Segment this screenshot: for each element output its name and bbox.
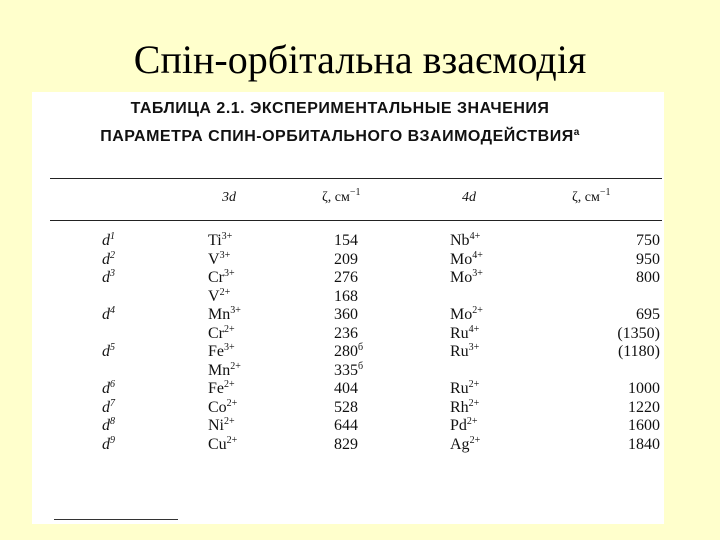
- caption-footnote-mark: a: [573, 127, 580, 138]
- cell-zeta-4d: [580, 288, 660, 307]
- cell-configuration-value: d: [102, 343, 110, 360]
- cell-zeta-4d: [580, 306, 660, 325]
- cell-4d-ion: [450, 288, 483, 307]
- cell-zeta-4d: [580, 251, 660, 270]
- header-4d: [462, 190, 476, 206]
- cell-4d-ion: [450, 417, 483, 436]
- cell-4d-ion-value: Nb: [450, 232, 470, 249]
- table-caption-line1: [24, 100, 656, 118]
- cell-configuration: [102, 325, 115, 344]
- cell-configuration-superscript: 9: [110, 434, 115, 446]
- cell-3d-ion-value: Ni: [208, 417, 224, 434]
- cell-3d-ion: [208, 343, 241, 362]
- cell-zeta-3d-value: 528: [334, 398, 358, 416]
- cell-configuration-superscript: 8: [110, 416, 115, 427]
- cell-3d-ion-superscript: 2+: [230, 360, 241, 372]
- cell-zeta-3d-value: 280: [334, 343, 358, 360]
- cell-3d-ion-superscript: 3+: [230, 305, 241, 316]
- header-zeta-4d-sup: −1: [599, 187, 611, 198]
- cell-zeta-3d: [334, 436, 363, 455]
- cell-configuration-value: d: [102, 417, 110, 434]
- cell-zeta-3d: [334, 417, 363, 436]
- cell-configuration-value: d: [102, 380, 110, 397]
- cell-4d-ion-value: Mo: [450, 306, 473, 323]
- cell-configuration-superscript: 2: [110, 249, 115, 261]
- cell-zeta-4d: [580, 436, 660, 455]
- cell-4d-ion-superscript: 2+: [469, 434, 481, 446]
- cell-3d-ion-superscript: 3+: [221, 231, 233, 242]
- cell-4d-ion: [450, 399, 483, 418]
- cell-zeta-3d-value: 829: [334, 435, 358, 453]
- cell-configuration-value: d: [102, 435, 110, 453]
- cell-zeta-3d-value: 168: [334, 287, 358, 305]
- cell-configuration-value: d: [102, 306, 110, 323]
- cell-4d-ion: [450, 436, 483, 455]
- cell-configuration-superscript: 4: [110, 305, 115, 316]
- cell-4d-ion: [450, 325, 483, 344]
- cell-3d-ion-value: Fe: [208, 380, 224, 397]
- cell-4d-ion-value: Rh: [450, 398, 469, 416]
- cell-zeta-3d-superscript: б: [358, 360, 364, 372]
- cell-zeta-3d-value: 335: [334, 361, 358, 379]
- table-top-rule: [50, 178, 662, 179]
- cell-zeta-4d-value: (1180): [617, 343, 660, 360]
- cell-zeta-3d: [334, 288, 363, 307]
- cell-4d-ion-value: Ag: [450, 435, 470, 453]
- header-zeta-3d-text: ζ, см: [322, 190, 350, 205]
- cell-zeta-3d-value: 236: [334, 324, 358, 342]
- cell-zeta-4d-value: 1600: [628, 417, 660, 434]
- cell-3d-ion: [208, 232, 241, 251]
- cell-configuration: [102, 417, 115, 436]
- cell-zeta-3d: [334, 362, 363, 381]
- cell-zeta-3d: [334, 343, 363, 362]
- cell-3d-ion: [208, 362, 241, 381]
- cell-configuration-value: d: [102, 269, 110, 286]
- cell-3d-ion-superscript: 2+: [226, 397, 238, 409]
- cell-configuration-superscript: 3: [110, 268, 115, 279]
- cell-3d-ion-value: Cr: [208, 269, 224, 286]
- cell-zeta-3d-value: 644: [334, 417, 358, 434]
- header-zeta-3d-sup: −1: [349, 187, 361, 198]
- cell-configuration-superscript: 1: [110, 231, 115, 242]
- cell-4d-ion-superscript: 2+: [472, 305, 483, 316]
- cell-zeta-3d-value: 209: [334, 250, 358, 268]
- cell-configuration-superscript: 7: [110, 397, 115, 409]
- cell-4d-ion-superscript: 4+: [469, 231, 481, 242]
- header-3d: [222, 190, 236, 206]
- cell-3d-ion: [208, 380, 241, 399]
- cell-4d-ion-value: Pd: [450, 417, 467, 434]
- cell-configuration-value: d: [102, 232, 110, 249]
- cell-4d-ion: [450, 232, 483, 251]
- cell-configuration-superscript: 6: [110, 379, 115, 390]
- cell-zeta-4d-value: 750: [636, 232, 660, 249]
- cell-configuration-superscript: 5: [110, 342, 115, 353]
- cell-zeta-4d-value: 1840: [628, 435, 660, 453]
- table-caption-line2: [24, 128, 656, 146]
- cell-zeta-4d: [580, 232, 660, 251]
- cell-configuration: [102, 343, 115, 362]
- column-zeta-4d: [580, 232, 660, 454]
- column-configuration: [102, 232, 115, 454]
- cell-zeta-3d: [334, 306, 363, 325]
- header-3d-text: 3d: [222, 190, 236, 205]
- column-4d-ion: [450, 232, 483, 454]
- cell-3d-ion-value: Co: [208, 398, 227, 416]
- cell-configuration: [102, 362, 115, 381]
- scanned-table-image: [32, 92, 664, 524]
- cell-4d-ion-value: Ru: [450, 324, 469, 342]
- cell-zeta-3d-value: 404: [334, 380, 358, 397]
- cell-4d-ion-superscript: 4+: [472, 249, 483, 261]
- cell-zeta-4d: [580, 269, 660, 288]
- cell-3d-ion-value: V: [208, 250, 220, 268]
- cell-zeta-3d-value: 276: [334, 269, 358, 286]
- cell-zeta-4d: [580, 399, 660, 418]
- cell-zeta-3d: [334, 399, 363, 418]
- cell-4d-ion-superscript: 3+: [468, 342, 480, 353]
- cell-3d-ion-superscript: 3+: [219, 249, 231, 261]
- cell-zeta-4d-value: 1220: [628, 398, 660, 416]
- column-zeta-3d: [334, 232, 363, 454]
- header-zeta-4d: [572, 187, 611, 206]
- table-caption-line1-text: ТАБЛИЦА 2.1. ЭКСПЕРИМЕНТАЛЬНЫЕ ЗНАЧЕНИЯ: [130, 100, 550, 117]
- cell-zeta-4d-value: 950: [636, 250, 660, 268]
- cell-3d-ion-superscript: 2+: [224, 323, 235, 335]
- cell-3d-ion-value: Cr: [208, 324, 224, 342]
- cell-3d-ion: [208, 306, 241, 325]
- cell-zeta-3d: [334, 380, 363, 399]
- cell-3d-ion: [208, 399, 241, 418]
- cell-3d-ion: [208, 417, 241, 436]
- cell-3d-ion-superscript: 2+: [219, 286, 231, 298]
- cell-4d-ion-superscript: 3+: [472, 268, 483, 279]
- cell-zeta-4d: [580, 325, 660, 344]
- cell-4d-ion: [450, 251, 483, 270]
- column-3d-ion: [208, 232, 241, 454]
- cell-configuration-value: d: [102, 250, 110, 268]
- cell-4d-ion-value: Ru: [450, 380, 469, 397]
- header-zeta-3d: [322, 187, 361, 206]
- cell-configuration: [102, 306, 115, 325]
- cell-3d-ion: [208, 288, 241, 307]
- cell-zeta-3d-value: 360: [334, 306, 358, 323]
- cell-4d-ion-value: Mo: [450, 269, 473, 286]
- cell-3d-ion-superscript: 3+: [224, 268, 235, 279]
- cell-zeta-4d-value: 800: [636, 269, 660, 286]
- cell-zeta-3d: [334, 232, 363, 251]
- cell-3d-ion: [208, 436, 241, 455]
- table-caption-line2-text: ПАРАМЕТРА СПИН-ОРБИТАЛЬНОГО ВЗАИМОДЕЙСТВИЯ: [100, 128, 574, 145]
- cell-3d-ion-value: Ti: [208, 232, 222, 249]
- cell-3d-ion: [208, 269, 241, 288]
- cell-configuration: [102, 399, 115, 418]
- cell-3d-ion: [208, 251, 241, 270]
- cell-3d-ion-superscript: 3+: [224, 342, 235, 353]
- header-4d-text: 4d: [462, 190, 476, 205]
- cell-zeta-4d-value: (1350): [617, 324, 660, 342]
- cell-4d-ion: [450, 362, 483, 381]
- cell-zeta-4d: [580, 362, 660, 381]
- cell-4d-ion-superscript: 2+: [468, 397, 480, 409]
- cell-4d-ion-superscript: 4+: [468, 323, 480, 335]
- cell-4d-ion: [450, 306, 483, 325]
- cell-zeta-4d: [580, 380, 660, 399]
- cell-zeta-3d-superscript: б: [358, 342, 364, 353]
- cell-3d-ion: [208, 325, 241, 344]
- cell-4d-ion-superscript: 2+: [466, 416, 478, 427]
- cell-4d-ion-value: Mo: [450, 250, 473, 268]
- cell-4d-ion: [450, 343, 483, 362]
- cell-zeta-4d-value: 1000: [628, 380, 660, 397]
- slide-title: Спін-орбітальна взаємодія: [133, 37, 587, 82]
- footnote-rule: [54, 519, 178, 520]
- cell-4d-ion-superscript: 2+: [468, 379, 480, 390]
- cell-zeta-3d-value: 154: [334, 232, 358, 249]
- cell-3d-ion-superscript: 2+: [224, 416, 235, 427]
- cell-3d-ion-superscript: 2+: [226, 434, 238, 446]
- cell-3d-ion-value: Cu: [208, 435, 227, 453]
- cell-3d-ion-value: Mn: [208, 361, 231, 379]
- cell-configuration-value: d: [102, 398, 110, 416]
- cell-zeta-3d: [334, 251, 363, 270]
- cell-zeta-4d: [580, 343, 660, 362]
- cell-configuration: [102, 380, 115, 399]
- cell-3d-ion-value: V: [208, 287, 220, 305]
- table-header-rule: [50, 220, 662, 221]
- cell-4d-ion: [450, 380, 483, 399]
- cell-zeta-4d: [580, 417, 660, 436]
- cell-configuration: [102, 251, 115, 270]
- cell-configuration: [102, 288, 115, 307]
- header-zeta-4d-text: ζ, см: [572, 190, 600, 205]
- cell-zeta-3d: [334, 269, 363, 288]
- cell-configuration: [102, 232, 115, 251]
- cell-4d-ion: [450, 269, 483, 288]
- cell-zeta-3d: [334, 325, 363, 344]
- cell-3d-ion-value: Mn: [208, 306, 231, 323]
- cell-4d-ion-value: Ru: [450, 343, 469, 360]
- cell-3d-ion-superscript: 2+: [224, 379, 235, 390]
- cell-configuration: [102, 269, 115, 288]
- cell-configuration: [102, 436, 115, 455]
- cell-3d-ion-value: Fe: [208, 343, 224, 360]
- cell-zeta-4d-value: 695: [636, 306, 660, 323]
